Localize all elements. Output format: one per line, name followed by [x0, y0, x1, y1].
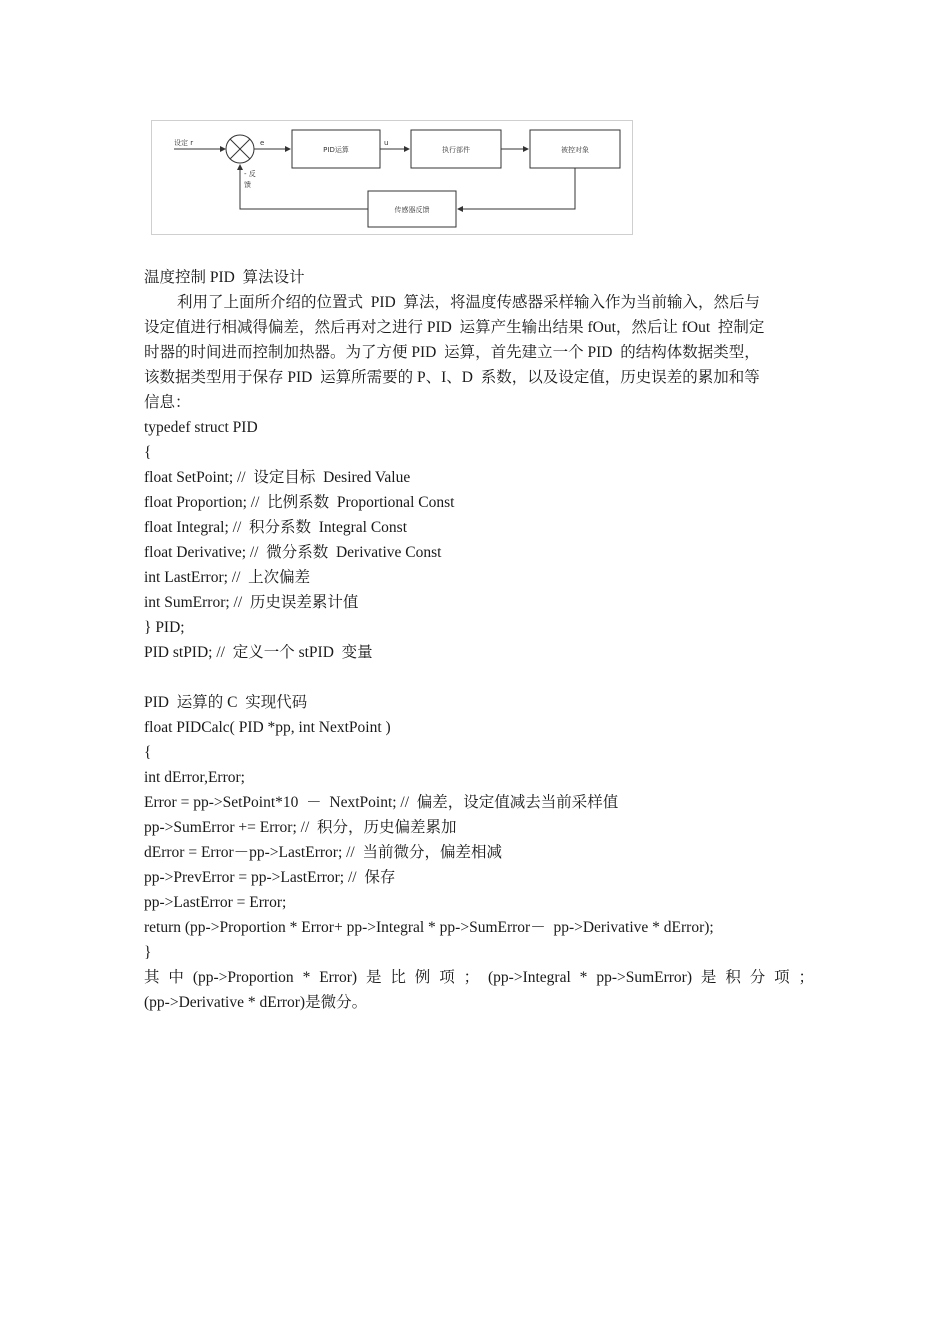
code-line: { [144, 744, 152, 761]
code-line: pp->PrevError = pp->LastError; // 保存 [144, 869, 396, 886]
summary-token: ； [798, 969, 815, 986]
summary-line: (pp->Derivative * dError)是微分。 [144, 994, 368, 1011]
document-body [144, 265, 814, 1015]
code-line: } PID; [144, 619, 185, 636]
summary-token: 中 [168, 969, 184, 986]
u-label: u [384, 139, 389, 147]
error-label: e [260, 139, 265, 147]
intro-paragraph [144, 290, 814, 415]
feedback-label-2: 馈 [244, 181, 251, 189]
summary-token: 分 [749, 969, 766, 986]
code-line: typedef struct PID [144, 419, 258, 436]
summary-token: (pp->Integral [488, 969, 571, 986]
code-line: int SumError; // 历史误差累计值 [144, 594, 359, 611]
paragraph-line: 该数据类型用于保存 PID 运算所需要的 P、I、D 系数，以及设定值，历史误差的累加和等 [144, 369, 760, 386]
code-line: dError = Error－pp->LastError; // 当前微分，偏差相减 [144, 844, 502, 861]
summary-token: (pp->Proportion [192, 969, 294, 986]
code-line: float PIDCalc( PID *pp, int NextPoint ) [144, 719, 391, 736]
summary-token: 比 [390, 969, 406, 986]
code-line: PID stPID; // 定义一个 stPID 变量 [144, 644, 373, 661]
spacer [144, 665, 814, 690]
summary-token: 积 [725, 969, 741, 986]
paragraph-line: 信息： [144, 394, 191, 411]
summary-token: pp->SumError) [596, 969, 693, 986]
code-line: float Integral; // 积分系数 Integral Const [144, 519, 408, 536]
paragraph-line: 利用了上面所介绍的位置式 PID 算法，将温度传感器采样输入作为当前输入，然后与 [177, 294, 760, 311]
summing-junction [226, 135, 254, 163]
struct-code-block [144, 415, 814, 665]
code-line: } [144, 944, 152, 961]
summary-token: 项 [774, 969, 790, 986]
code-line: float Proportion; // 比例系数 Proportional Const [144, 494, 455, 511]
summary-token: Error) [319, 969, 358, 986]
code-line: pp->LastError = Error; [144, 894, 287, 911]
summary-token: 例 [414, 969, 431, 986]
setpoint-label: 设定 r [174, 139, 194, 147]
summary-token: 是 [700, 969, 717, 986]
sensor-block-label: 传感器反馈 [394, 206, 430, 214]
plant-block-label: 被控对象 [561, 146, 589, 154]
paragraph-line: 时器的时间进而控制加热器。为了方便 PID 运算，首先建立一个 PID 的结构体数据类型， [144, 344, 760, 361]
code-line: int dError,Error; [144, 769, 245, 786]
section-heading: 温度控制 PID 算法设计 [144, 269, 305, 286]
code-line: int LastError; // 上次偏差 [144, 569, 311, 586]
summary-line [144, 965, 814, 990]
summary-token: ； [463, 969, 480, 986]
summary-token: 其 [144, 969, 160, 986]
feedback-label-1: - 反 [244, 170, 256, 178]
summary-token: * [302, 969, 311, 986]
pid-block-label: PID运算 [323, 146, 349, 154]
code-line: { [144, 444, 152, 461]
code-line: pp->SumError += Error; // 积分，历史偏差累加 [144, 819, 457, 836]
code-line: float Derivative; // 微分系数 Derivative Const [144, 544, 442, 561]
code-line: float SetPoint; // 设定目标 Desired Value [144, 469, 411, 486]
summary-token: 项 [439, 969, 455, 986]
summary-token: * [579, 969, 588, 986]
section-heading: PID 运算的 C 实现代码 [144, 694, 308, 711]
paragraph-line: 设定值进行相减得偏差，然后再对之进行 PID 运算产生输出结果 fOut，然后让 fOut 控制定 [144, 319, 765, 336]
pid-block-diagram [151, 120, 633, 235]
actuator-block-label: 执行部件 [442, 146, 470, 154]
calc-code-block [144, 715, 814, 965]
code-line: return (pp->Proportion * Error+ pp->Integral * pp->SumError－ pp->Derivative * dError); [144, 919, 714, 936]
code-line: Error = pp->SetPoint*10 － NextPoint; // 偏差，设定值减去当前采样值 [144, 794, 619, 811]
summary-token: 是 [365, 969, 382, 986]
